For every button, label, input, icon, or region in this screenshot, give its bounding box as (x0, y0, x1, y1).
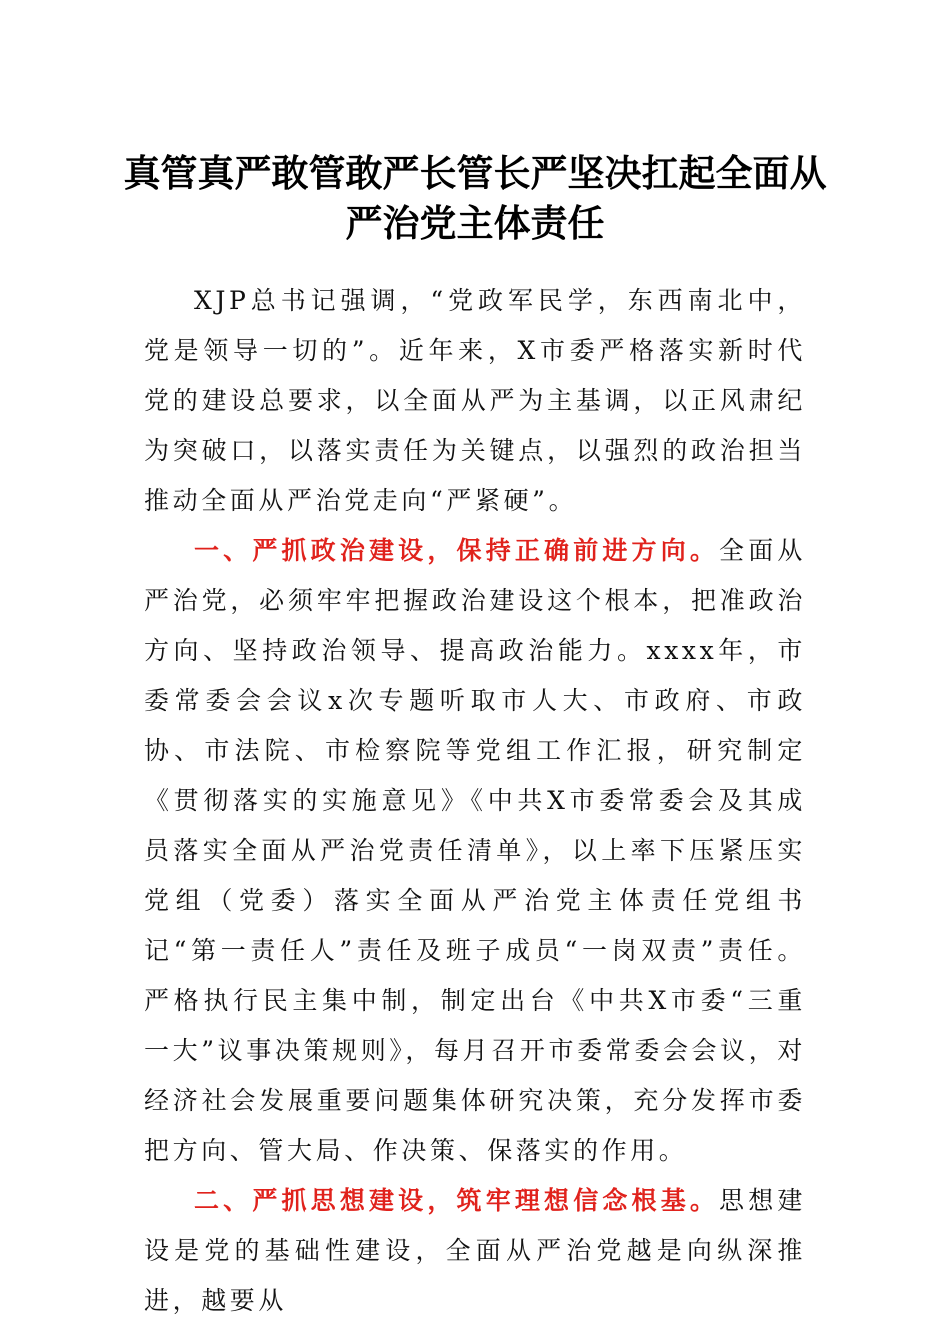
section-1-text: 全面从严治党，必须牢牢把握政治建设这个根本，把准政治方向、坚持政治领导、提高政治能力。xxxx年，市委常委会会议x次专题听取市人大、市政府、市政协、市法院、市检察院等党组工作汇报，研究制定《贯彻落实的实施意见》《中共X市委常委会及其成员落实全面从严治党责任清单》，以上率下压紧压实党组（党委）落实全面从严治党主体责任党组书记“第一责任人”责任及班子成员“一岗双责”责任。严格执行民主集中制，制定出台《中共X市委“三重一大”议事决策规则》，每月召开市委常委会会议，对经济社会发展重要问题集体研究决策，充分发挥市委把方向、管大局、作决策、保落实的作用。 (144, 536, 806, 1165)
section-1-paragraph (144, 526, 806, 1176)
section-2-heading: 二、严抓思想建设，筑牢理想信念根基。 (194, 1186, 720, 1215)
section-2-text: 思想建设是党的基础性建设，全面从严治党越是向纵深推进，越要从 (144, 1186, 806, 1315)
section-2-paragraph (144, 1176, 806, 1326)
intro-paragraph: XJP总书记强调，“党政军民学，东西南北中，党是领导一切的”。近年来，X市委严格落实新时代党的建设总要求，以全面从严为主基调，以正风肃纪为突破口，以落实责任为关键点，以强烈的政治担当推动全面从严治党走向“严紧硬”。 (144, 286, 806, 515)
document-body (144, 276, 806, 1326)
document-title: 真管真严敢管敢严长管长严坚决扛起全面从严治党主体责任 (123, 151, 827, 245)
section-1-heading: 一、严抓政治建设，保持正确前进方向。 (194, 536, 720, 565)
